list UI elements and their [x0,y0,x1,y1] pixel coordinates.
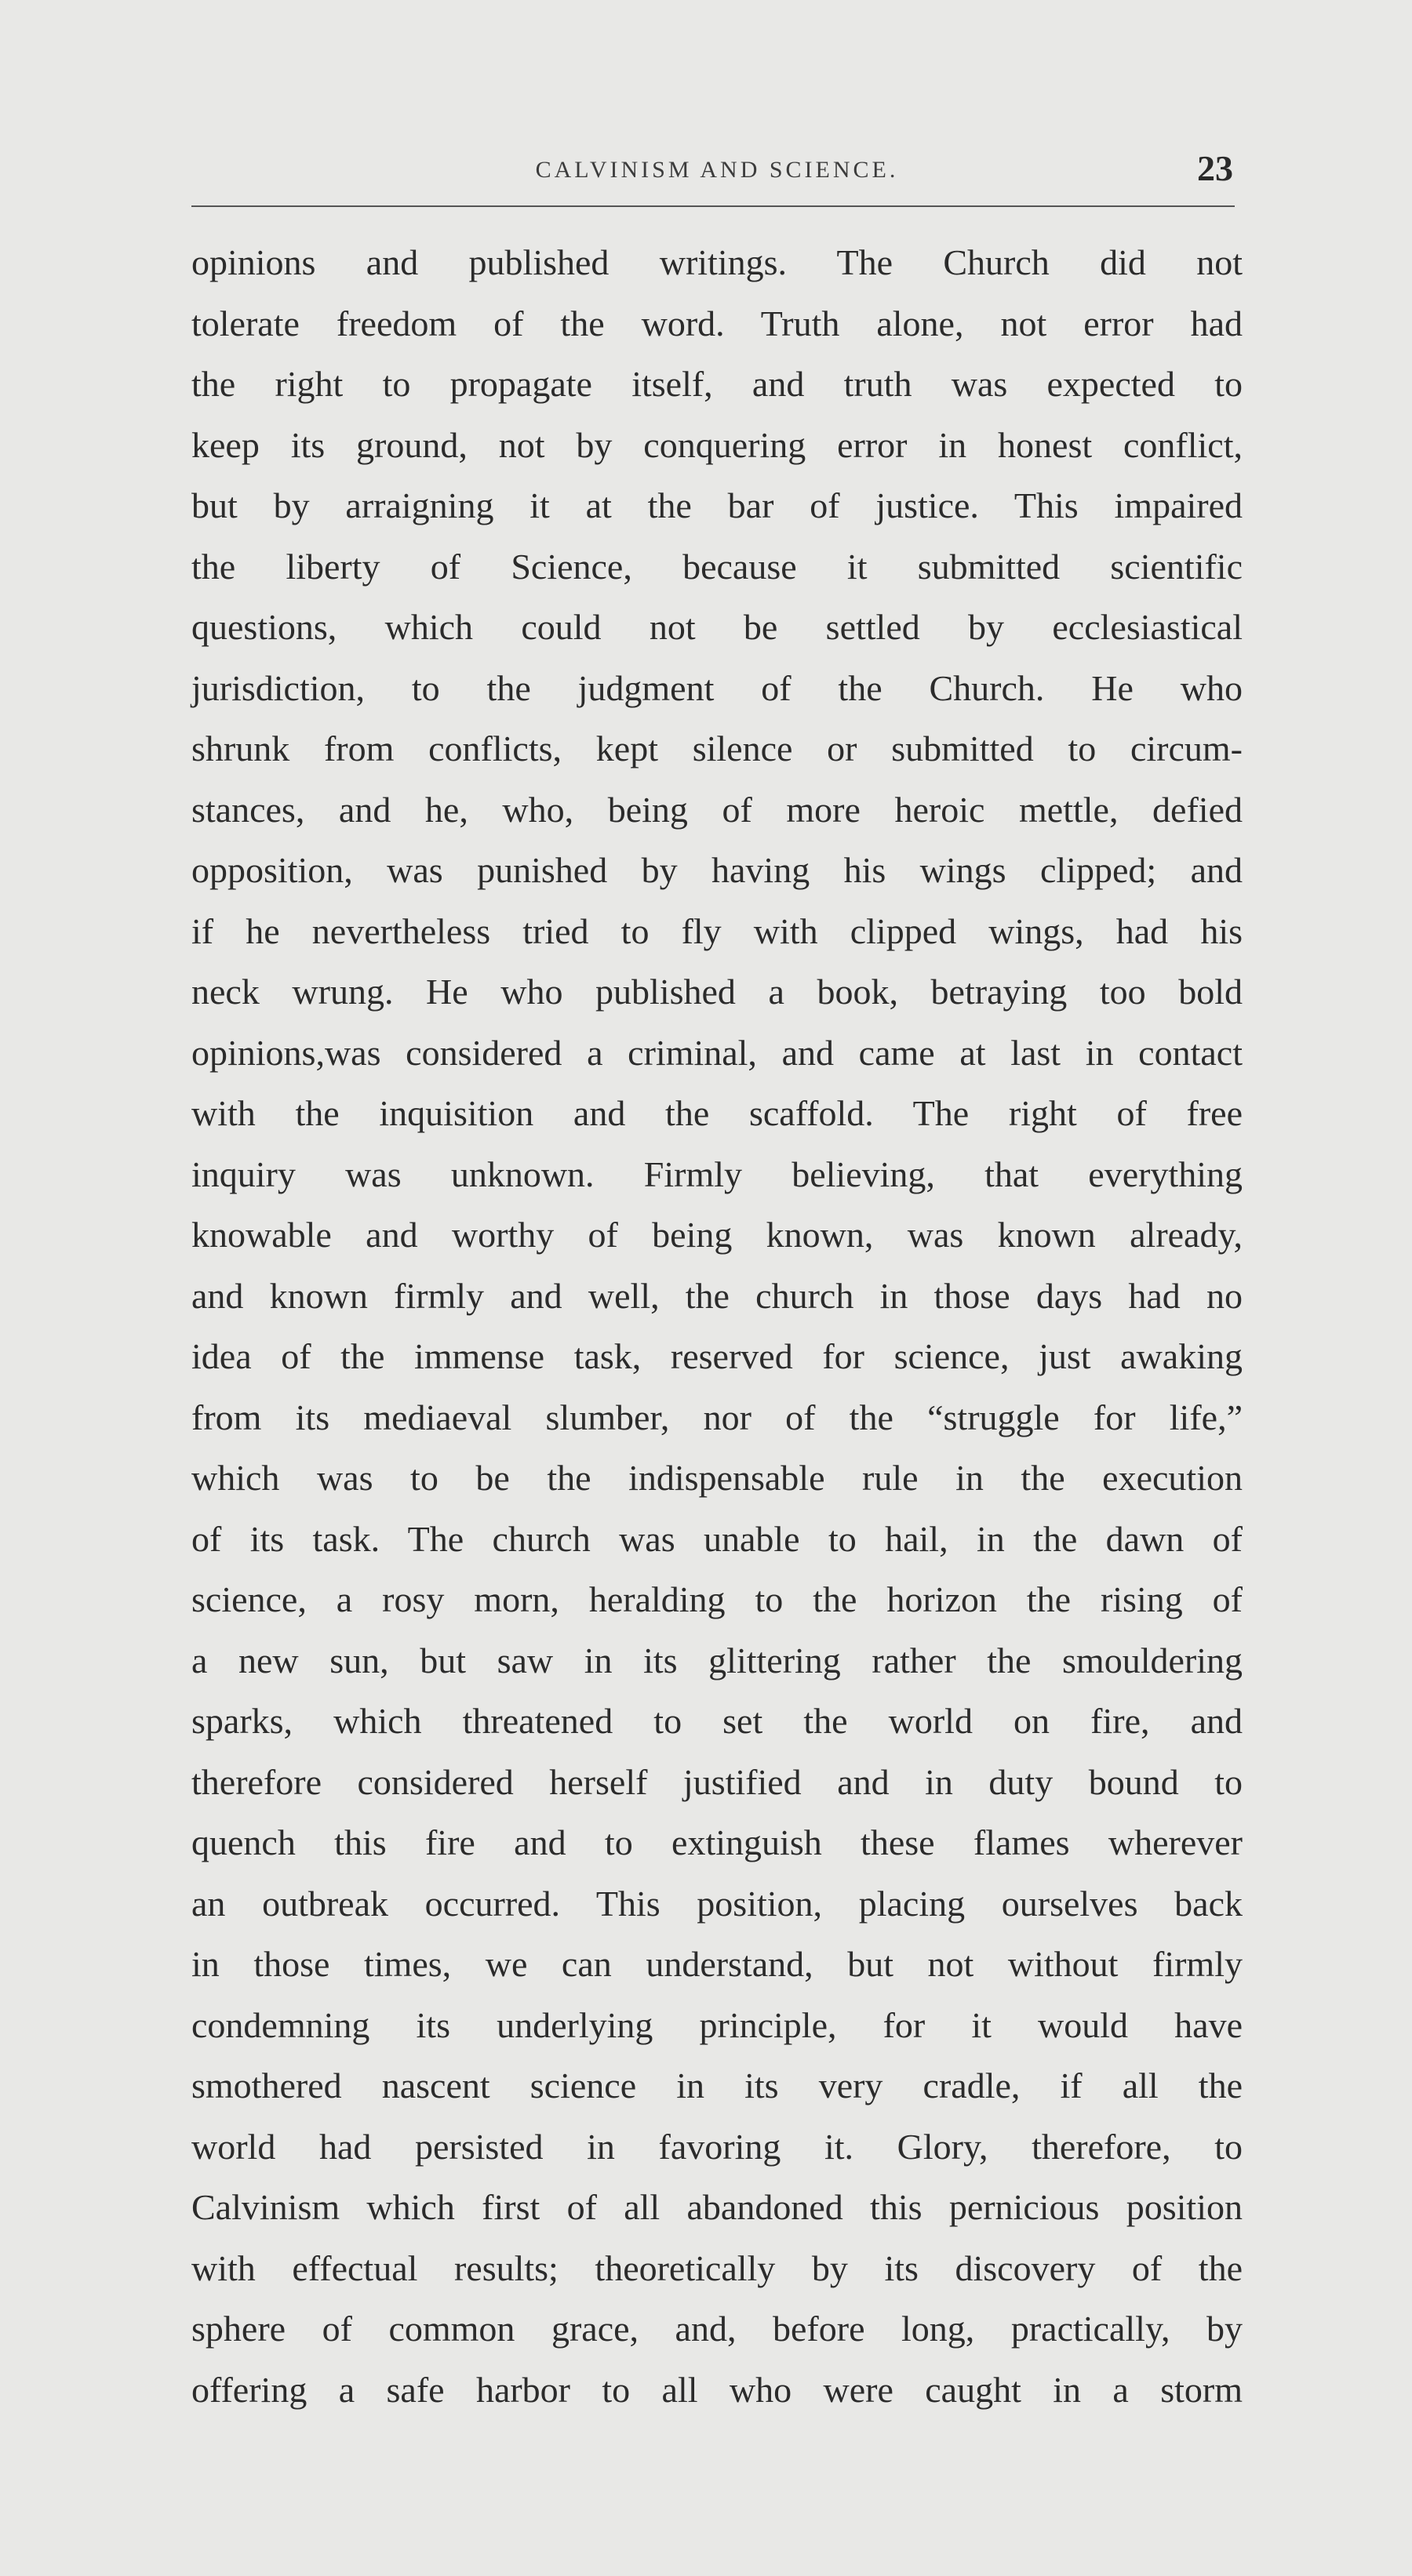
text-line: opposition, was punished by having his wings clipped; and [191,850,1243,890]
text-line: offering a safe harbor to all who were caught in a storm [191,2369,1243,2410]
text-line: but by arraigning it at the bar of justice. This impaired [191,485,1243,525]
header-title: CALVINISM AND SCIENCE. [535,157,899,183]
text-line: sparks, which threatened to set the world on fire, and [191,1701,1243,1741]
text-line: an outbreak occurred. This position, placing ourselves back [191,1883,1243,1924]
text-line: opinions and published writings. The Church did not [191,242,1243,282]
body-text [191,232,1243,2420]
text-line: therefore considered herself justified and in duty bound to [191,1761,1243,1802]
text-line: the right to propagate itself, and truth was expected to [191,364,1243,404]
page-number: 23 [1197,148,1233,188]
text-line: which was to be the indispensable rule in the execution [191,1458,1243,1498]
text-line: condemning its underlying principle, for it would have [191,2004,1243,2045]
text-line: questions, which could not be settled by ecclesiastical [191,607,1243,647]
text-line: the liberty of Science, because it submitted scientific [191,546,1243,587]
text-line: sphere of common grace, and, before long, practically, by [191,2309,1243,2349]
header-rule [191,205,1235,207]
text-line: with the inquisition and the scaffold. The right of free [191,1093,1243,1133]
text-line: with effectual results; theoretically by its discovery of the [191,2247,1243,2288]
text-line: from its mediaeval slumber, nor of the “struggle for life,” [191,1397,1243,1437]
text-line: jurisdiction, to the judgment of the Church. He who [191,667,1243,708]
text-line: quench this fire and to extinguish these flames wherever [191,1822,1243,1862]
text-line: a new sun, but saw in its glittering rather the smouldering [191,1640,1243,1680]
text-line: in those times, we can understand, but not without firmly [191,1944,1243,1984]
text-line: Calvinism which first of all abandoned this pernicious position [191,2187,1243,2227]
text-line: shrunk from conflicts, kept silence or submitted to circum- [191,728,1243,768]
text-line: smothered nascent science in its very cradle, if all the [191,2066,1243,2105]
text-line: stances, and he, who, being of more heroic mettle, defied [191,789,1243,830]
text-line: idea of the immense task, reserved for science, just awaking [191,1336,1243,1376]
text-line: inquiry was unknown. Firmly believing, that everything [191,1154,1243,1194]
running-head [191,148,1243,193]
text-line: tolerate freedom of the word. Truth alone, not error had [191,303,1243,343]
text-line: knowable and worthy of being known, was known already, [191,1215,1243,1255]
text-line: if he nevertheless tried to fly with clipped wings, had his [191,910,1243,951]
text-line: opinions,was considered a criminal, and came at last in contact [191,1032,1243,1073]
text-line: and known firmly and well, the church in those days had no [191,1275,1243,1316]
text-line: neck wrung. He who published a book, betraying too bold [191,972,1243,1012]
text-line: of its task. The church was unable to hail, in the dawn of [191,1518,1243,1559]
text-line: science, a rosy morn, heralding to the horizon the rising of [191,1579,1243,1619]
text-line: world had persisted in favoring it. Glory, therefore, to [191,2126,1243,2167]
text-line: keep its ground, not by conquering error in honest conflict, [191,424,1243,465]
